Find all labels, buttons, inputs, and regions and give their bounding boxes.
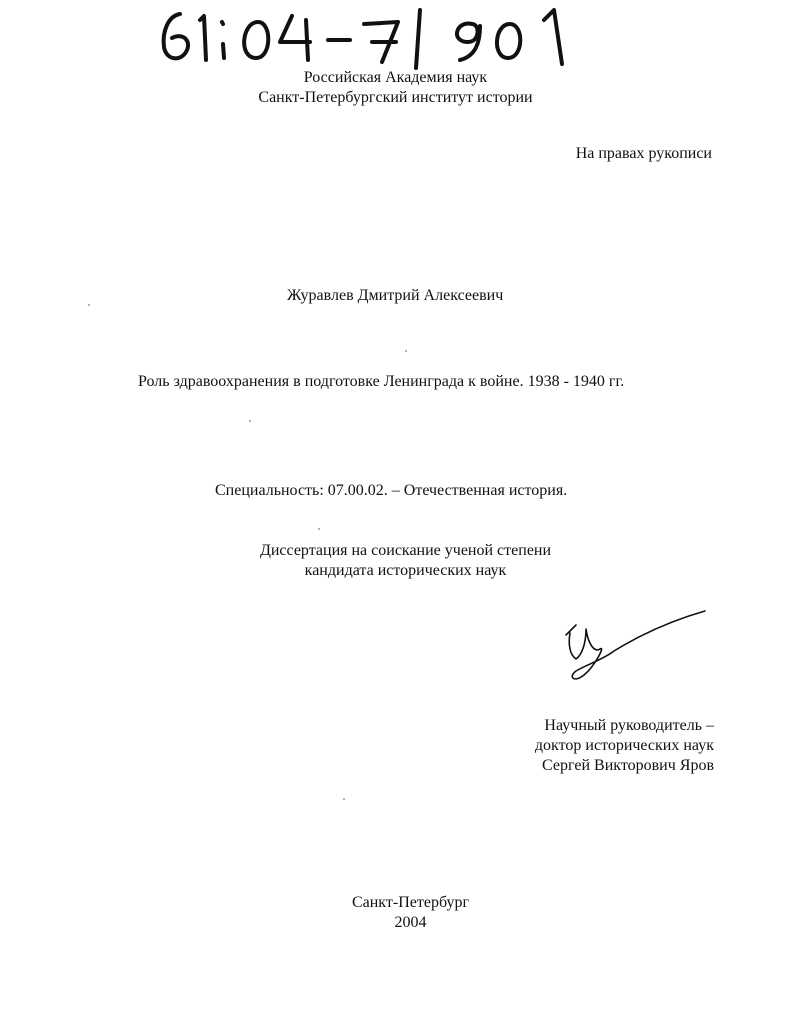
specialty: Специальность: 07.00.02. – Отечественная история. [215,482,568,499]
supervisor-label: Научный руководитель – [544,717,714,734]
year: 2004 [394,914,427,931]
city: Санкт-Петербург [351,894,470,911]
scan-speck [88,304,90,306]
manuscript-rights-note: На правах рукописи [575,145,712,162]
institute-name: Санкт-Петербургский институт истории [258,89,533,106]
supervisor-degree: доктор исторических наук [534,737,714,754]
dissertation-degree-line-1: Диссертация на соискание ученой степени [259,542,552,559]
dissertation-degree-line-2: кандидата исторических наук [304,562,507,579]
signature [560,605,710,690]
author-name: Журавлев Дмитрий Алексеевич [287,287,504,304]
scan-speck [343,798,345,800]
scan-speck [318,528,320,530]
dissertation-title: Роль здравоохранения в подготовке Ленинграда к войне. 1938 - 1940 гг. [138,373,625,390]
supervisor-name: Сергей Викторович Яров [542,757,714,774]
scan-speck [249,420,251,422]
handwritten-archive-code [150,2,590,72]
scan-speck [405,350,407,352]
academy-name: Российская Академия наук [303,69,488,86]
